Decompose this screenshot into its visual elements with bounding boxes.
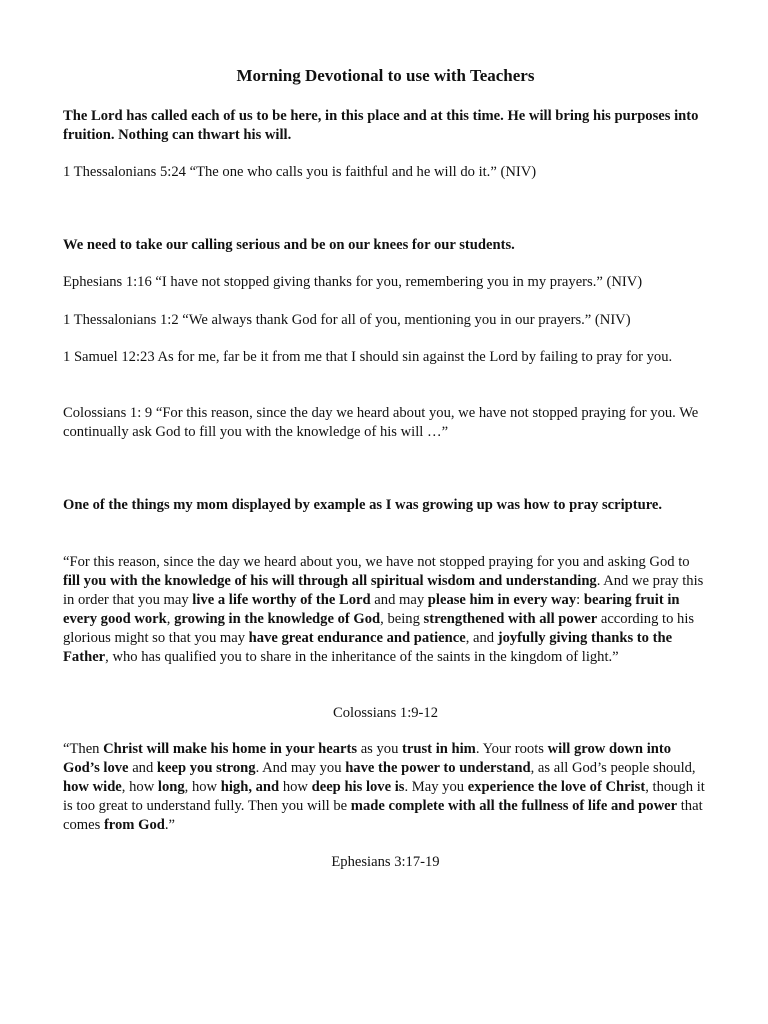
quote-text: and may	[370, 592, 428, 608]
quote-emphasis: trust in him	[402, 741, 476, 757]
quote-emphasis: strengthened with all power	[423, 611, 598, 627]
quote-emphasis: bearing fruit in every good work	[63, 592, 680, 627]
quote-text: “Then	[63, 741, 104, 757]
quote-emphasis: will grow down into God’s love	[63, 741, 672, 776]
verse-ephesians-1-16: Ephesians 1:16 “I have not stopped giving thanks for you, remembering you in my prayers.” (NIV)	[63, 274, 643, 290]
quote-emphasis: live a life worthy of the Lord	[192, 592, 371, 608]
quote-emphasis: please him in every way	[427, 592, 577, 608]
quote-emphasis: have great endurance and patience	[248, 630, 466, 646]
quote-text: “For this reason, since the day we heard about you, we have not stopped praying for you and asking God to	[63, 554, 690, 570]
quote-emphasis: have the power to understand	[345, 760, 531, 776]
mom-heading: One of the things my mom displayed by example as I was growing up was how to pray scripture.	[63, 497, 663, 513]
quote-emphasis: high, and	[220, 779, 280, 795]
quote-emphasis: experience the love of Christ	[467, 779, 646, 795]
quote-text: .”	[164, 817, 176, 833]
quote-emphasis: deep his love is	[311, 779, 405, 795]
quote-text: , though it is too great to understand fully. Then you will be	[63, 779, 705, 814]
quote-text: that comes	[63, 798, 703, 833]
quote-text: how	[279, 779, 312, 795]
quote-emphasis: keep you strong	[156, 760, 256, 776]
quote-colossians-1-9-12	[63, 553, 708, 667]
quote-text: . And we pray this in order that you may	[63, 573, 704, 608]
quote-ephesians-3-17-19	[63, 740, 708, 835]
quote-text: , being	[380, 611, 424, 627]
quote-emphasis: joyfully giving thanks to the Father	[63, 630, 673, 665]
quote-text: :	[576, 592, 584, 608]
quote-emphasis: from God	[103, 817, 165, 833]
quote-text: and	[128, 760, 157, 776]
calling-heading: We need to take our calling serious and be on our knees for our students.	[63, 237, 515, 253]
reference-ephesians: Ephesians 3:17-19	[331, 854, 440, 870]
quote-text: according to his glorious might so that you may	[63, 611, 695, 646]
quote-emphasis: fill you with the knowledge of his will through all spiritual wisdom and understanding	[63, 573, 597, 589]
quote-emphasis: long	[157, 779, 185, 795]
quote-text: , how	[121, 779, 158, 795]
quote-text: , how	[184, 779, 221, 795]
intro-paragraph: The Lord has called each of us to be here, in this place and at this time. He will bring his purposes into fruition. Nothing can thwart his will.	[63, 108, 699, 143]
quote-text: . May you	[404, 779, 468, 795]
page-title: Morning Devotional to use with Teachers	[236, 66, 535, 85]
quote-emphasis: Christ will make his home in your hearts	[103, 741, 358, 757]
quote-text: , who has qualified you to share in the inheritance of the saints in the kingdom of light.”	[105, 649, 619, 665]
verse-1-thessalonians-5-24: 1 Thessalonians 5:24 “The one who calls you is faithful and he will do it.” (NIV)	[63, 164, 537, 180]
quote-text: , as all God’s people should,	[530, 760, 696, 776]
quote-text: . Your roots	[475, 741, 548, 757]
quote-text: . And may you	[255, 760, 346, 776]
quote-emphasis: growing in the knowledge of God	[174, 611, 381, 627]
verse-1-samuel-12-23: 1 Samuel 12:23 As for me, far be it from me that I should sin against the Lord by failing to pray for you.	[63, 349, 673, 365]
quote-emphasis: how wide	[63, 779, 122, 795]
quote-text: , and	[465, 630, 498, 646]
reference-colossians: Colossians 1:9-12	[333, 705, 438, 721]
verse-1-thessalonians-1-2: 1 Thessalonians 1:2 “We always thank God for all of you, mentioning you in our prayers.” (NIV)	[63, 312, 631, 328]
quote-text: as you	[357, 741, 403, 757]
verse-colossians-1-9: Colossians 1: 9 “For this reason, since the day we heard about you, we have not stopped praying for you. We continually ask God to fill you with the knowledge of his will …”	[63, 405, 699, 440]
quote-text: ,	[166, 611, 175, 627]
quote-emphasis: made complete with all the fullness of life and power	[350, 798, 678, 814]
